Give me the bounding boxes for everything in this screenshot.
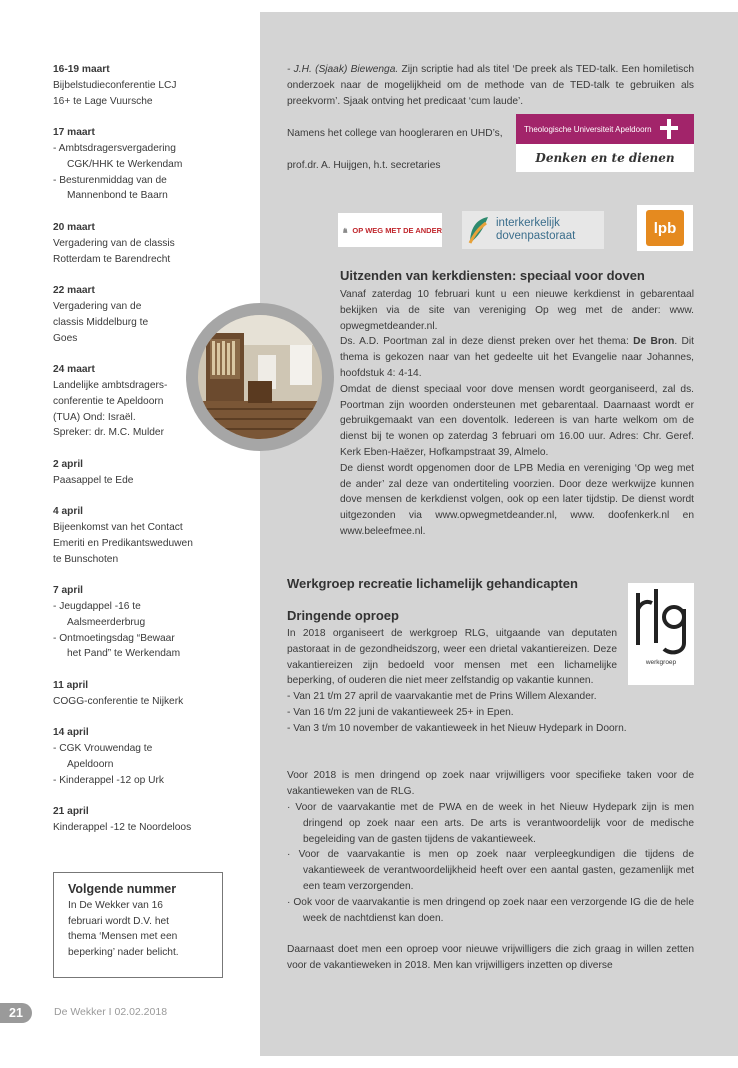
footer-publication: De Wekker I 02.02.2018 xyxy=(54,1006,168,1018)
page-footer xyxy=(0,1003,260,1023)
tu-logo-name: Theologische Universiteit Apeldoorn xyxy=(516,114,694,144)
agenda-date: 21 april xyxy=(53,806,89,818)
lpb-media-logo xyxy=(637,205,693,251)
agenda-item xyxy=(53,504,243,567)
agenda-bullet-line: - Ontmoetingsdag “Bewaar xyxy=(53,632,175,644)
rlg-needs xyxy=(287,800,694,926)
agenda-date: 4 april xyxy=(53,506,84,518)
agenda-line: Paasappel te Ede xyxy=(53,474,134,486)
agenda-line: Rotterdam te Barendrecht xyxy=(53,253,171,265)
op-weg-logo-text: OP WEG MET DE ANDER xyxy=(352,225,442,235)
agenda-item xyxy=(53,62,243,109)
agenda-date: 2 april xyxy=(53,458,84,470)
cross-icon xyxy=(658,118,680,140)
agenda-line: (TUA) Ond: Israël. xyxy=(53,411,136,423)
agenda-bullet-line: het Pand” te Werkendam xyxy=(67,648,181,660)
agenda-bullet-line: Mannenbond te Baarn xyxy=(67,190,168,202)
agenda-date: 22 maart xyxy=(53,285,95,297)
leaf-icon xyxy=(466,215,490,245)
next-issue-title: Volgende nummer xyxy=(68,882,177,896)
agenda-line: COGG-conferentie te Nijkerk xyxy=(53,695,184,707)
next-issue-text xyxy=(68,898,212,960)
next-issue-line: beperking’ nader belicht. xyxy=(68,946,179,958)
agenda-line: 16+ te Lage Vuursche xyxy=(53,95,153,107)
idp-logo-text: interkerkelijk dovenpastoraat xyxy=(496,217,576,242)
agenda-date: 20 maart xyxy=(53,221,95,233)
agenda-line: te Bunschoten xyxy=(53,553,119,565)
need-item: · Voor de vaarvakantie is men op zoek naar verpleegkundigen die tijdens de vakantieweek de verantwoordelijkheid heeft over een aantal gasten, gezamenlijk met een team verzorgenden. xyxy=(287,849,694,892)
agenda-bullet-line: Aalsmeerderbrug xyxy=(67,616,146,628)
agenda-bullet-line: - Besturenmiddag van de xyxy=(53,174,167,186)
agenda-bullet-line: - Ambtsdragersvergadering xyxy=(53,142,176,154)
agenda-line: Bijbelstudieconferentie LCJ xyxy=(53,79,177,91)
agenda-item xyxy=(53,725,243,788)
tu-paragraph xyxy=(287,62,694,109)
agenda-item xyxy=(53,457,243,489)
op-weg-met-de-ander-logo xyxy=(338,213,442,247)
rlg-intro: In 2018 organiseert de werkgroep RLG, uitgaande van deputaten pastoraat in de gezondheidszorg, weer een drietal vakantiereizen. Deze vakantiereizen zijn bedoeld voor mensen met een lichamelijke beperking, of ouderen die niet meer zelfstandig op vakantie kunnen. xyxy=(287,628,617,687)
agenda-line: Kinderappel -12 te Noordeloos xyxy=(53,822,192,834)
rlg-werkgroep-logo xyxy=(628,583,694,685)
rlg-volunteers-intro: Voor 2018 is men dringend op zoek naar vrijwilligers voor specifieke taken voor de vakantieweken van de RLG. xyxy=(287,770,694,797)
agenda-item xyxy=(53,678,243,710)
doven-p4: De dienst wordt opgenomen door de LPB Media en vereniging ‘Op weg met de ander’ zal deze van ondertiteling voorzien. Door deze werkwijze kunnen dove mensen de kerkdienst volgen, ook op een later tijdstip. De dienst wordt uitgezonden via www.opwegmetdeander.nl, www. doofenkerk.nl en www.beleefmee.nl. xyxy=(340,462,694,537)
tu-namens: Namens het college van hoogleraren en UHD’s, xyxy=(287,128,503,139)
church-interior-photo xyxy=(198,315,322,439)
tu-logo-slogan: Denken en te dienen xyxy=(516,144,694,172)
agenda-line: Spreker: dr. M.C. Mulder xyxy=(53,427,164,439)
tu-apeldoorn-logo xyxy=(516,114,694,172)
doven-p1: Vanaf zaterdag 10 februari kunt u een nieuwe kerkdienst in gebarentaal bekijken via de site van vereniging Op weg met de ander: www. opwegmetdeander.nl. xyxy=(340,289,694,332)
trip-item: - Van 3 t/m 10 november de vakantieweek in het Nieuw Hydepark in Doorn. xyxy=(287,722,627,734)
trip-item: - Van 16 t/m 22 juni de vakantieweek 25+ in Epen. xyxy=(287,706,514,718)
agenda-line: classis Middelburg te xyxy=(53,316,149,328)
agenda-line: Emeriti en Predikantsweduwen xyxy=(53,537,193,549)
doven-p2: Ds. A.D. Poortman zal in deze dienst preken over het thema: De Bron. Dit thema is gekozen naar van het gedeelte uit het Evangelie naar Johannes, hoofdstuk 4: 4-14. xyxy=(340,336,694,379)
page-number: 21 xyxy=(0,1003,32,1023)
agenda-date: 7 april xyxy=(53,585,84,597)
rlg-logo-icon xyxy=(628,583,694,663)
agenda-bullet-line: - Jeugdappel -16 te xyxy=(53,601,141,613)
agenda-date: 14 april xyxy=(53,727,89,739)
agenda-line: Landelijke ambtsdragers- xyxy=(53,379,168,391)
agenda-item xyxy=(53,583,243,662)
agenda-date: 24 maart xyxy=(53,364,95,376)
next-issue-box xyxy=(53,872,223,978)
agenda-line: Bijeenkomst van het Contact xyxy=(53,522,183,534)
need-item: · Voor de vaarvakantie met de PWA en de week in het Nieuw Hydepark zijn is men dringend op zoek naar een arts. De arts is verantwoordelijk voor de medische begeleiding van de gasten tijdens de vakantieweek. xyxy=(287,802,694,845)
agenda-column xyxy=(53,62,243,852)
next-issue-line: februari wordt D.V. het xyxy=(68,915,169,927)
agenda-item xyxy=(53,220,243,267)
rlg-logo-caption: werkgroep xyxy=(645,659,677,666)
tu-body: Zijn scriptie had als titel ‘De preek als TED-talk. Een homiletisch onderzoek naar de mogelijkheid om de methode van de TED-talk te gebruiken als preekvorm’. Sjaak ontving het predicaat ‘cum laude’. xyxy=(287,64,694,107)
agenda-bullet-line: - Kinderappel -12 op Urk xyxy=(53,774,164,786)
lpb-badge: lpb xyxy=(646,210,684,246)
agenda-line: conferentie te Apeldoorn xyxy=(53,395,164,407)
rlg-heading: Werkgroep recreatie lichamelijk gehandicapten xyxy=(287,576,578,591)
agenda-item xyxy=(53,804,243,836)
agenda-date: 16-19 maart xyxy=(53,64,110,75)
next-issue-line: thema ‘Mensen met een xyxy=(68,931,178,943)
interkerkelijk-dovenpastoraat-logo xyxy=(462,211,604,249)
agenda-date: 11 april xyxy=(53,680,89,692)
doven-p3: Omdat de dienst speciaal voor dove mensen wordt georganiseerd, zal ds. Poortman zijn woorden ondersteunen met gebarentaal. Daarnaast wordt er gebruikgemaakt van een doventolk. Iedereen is van harte welkom om de dienst bij te wonen op zaterdag 3 februari om 16.00 uur. Adres: Chr. Geref. Kerk Eben-Haëzer, Hofkampstraat 39, Almelo. xyxy=(340,383,694,458)
agenda-bullet-line: - CGK Vrouwendag te xyxy=(53,743,153,755)
hands-icon xyxy=(342,217,348,243)
rlg-trips xyxy=(287,689,694,736)
agenda-item xyxy=(53,125,243,204)
agenda-line: Vergadering van de classis xyxy=(53,237,175,249)
agenda-bullet-line: CGK/HHK te Werkendam xyxy=(67,158,183,170)
tu-lead: - J.H. (Sjaak) Biewenga. xyxy=(287,64,399,75)
agenda-line: Goes xyxy=(53,332,78,344)
agenda-bullet-line: Apeldoorn xyxy=(67,759,114,771)
agenda-line: Vergadering van de xyxy=(53,300,142,312)
next-issue-line: In De Wekker van 16 xyxy=(68,900,163,911)
rlg-subheading: Dringende oproep xyxy=(287,608,399,623)
agenda-date: 17 maart xyxy=(53,127,95,139)
rlg-closing: Daarnaast doet men een oproep voor nieuwe vrijwilligers die zich graag in willen zetten voor de vakantieweken in 2018. Men kan vrijwilligers inzetten op diverse xyxy=(287,944,694,971)
need-item: · Ook voor de vaarvakantie is men dringend op zoek naar een verzorgende IG die de hele week de nachtdienst kan doen. xyxy=(287,896,694,924)
doven-body xyxy=(340,287,694,540)
tu-signature: prof.dr. A. Huijgen, h.t. secretaries xyxy=(287,160,441,171)
doven-heading: Uitzenden van kerkdiensten: speciaal voor doven xyxy=(340,268,645,283)
trip-item: - Van 21 t/m 27 april de vaarvakantie met de Prins Willem Alexander. xyxy=(287,691,597,702)
